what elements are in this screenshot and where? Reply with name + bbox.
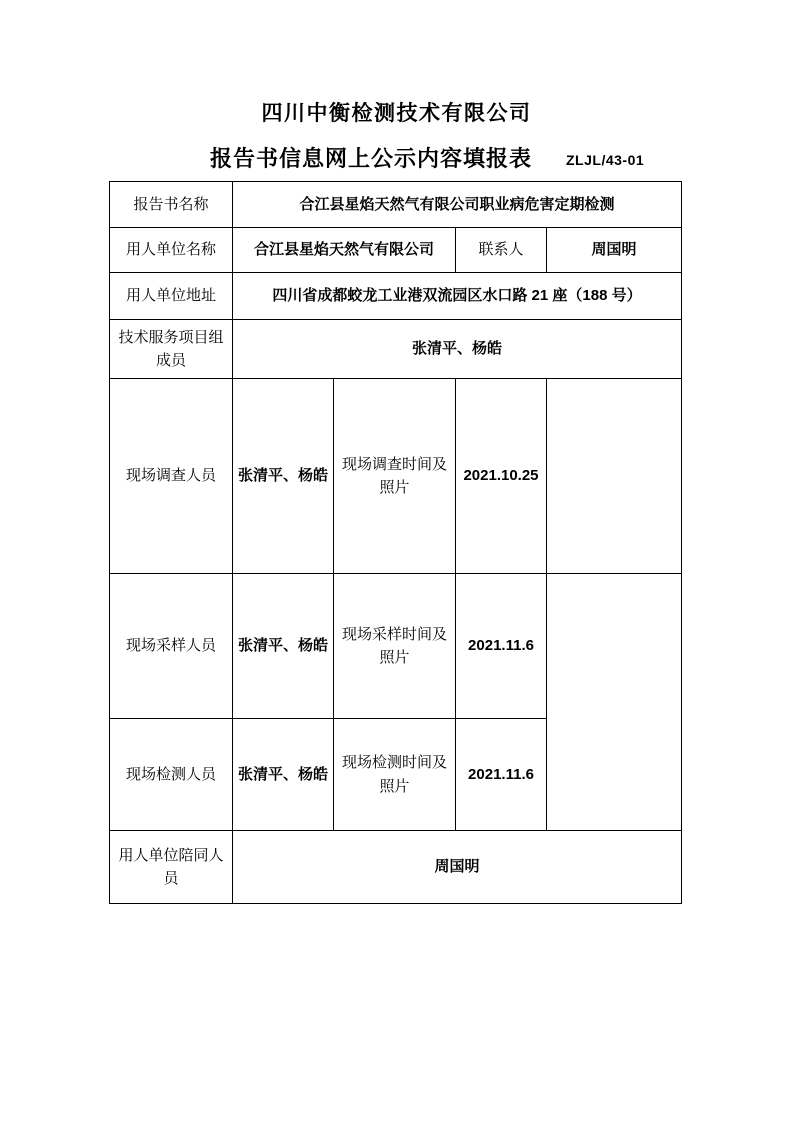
company-title: 四川中衡检测技术有限公司	[261, 102, 532, 125]
site-sampling-date: 2021.11.6	[456, 574, 547, 719]
accompanying-personnel-value: 周国明	[233, 831, 682, 904]
row-accompanying-personnel	[110, 831, 682, 904]
subtitle-row	[0, 145, 793, 172]
site-survey-personnel: 张清平、杨皓	[233, 379, 334, 574]
contact-person-value: 周国明	[547, 228, 682, 273]
site-survey-time-label: 现场调查时间及照片	[334, 379, 456, 574]
site-survey-photo-cell	[547, 379, 682, 574]
employer-address-value: 四川省成都蛟龙工业港双流园区水口路 21 座（188 号）	[233, 273, 682, 320]
site-survey-date: 2021.10.25	[456, 379, 547, 574]
row-site-sampling	[110, 574, 682, 719]
report-name-value: 合江县星焰天然气有限公司职业病危害定期检测	[233, 182, 682, 228]
report-name-label: 报告书名称	[110, 182, 233, 228]
site-testing-label: 现场检测人员	[110, 719, 233, 831]
row-report-name	[110, 182, 682, 228]
project-team-value: 张清平、杨皓	[233, 320, 682, 379]
site-sampling-personnel: 张清平、杨皓	[233, 574, 334, 719]
sampling-testing-photo-cell	[547, 574, 682, 831]
document-code: ZLJL/43-01	[566, 152, 645, 168]
site-sampling-label: 现场采样人员	[110, 574, 233, 719]
site-sampling-time-label: 现场采样时间及照片	[334, 574, 456, 719]
project-team-label: 技术服务项目组成员	[110, 320, 233, 379]
site-testing-date: 2021.11.6	[456, 719, 547, 831]
row-site-survey	[110, 379, 682, 574]
employer-address-label: 用人单位地址	[110, 273, 233, 320]
site-testing-time-label: 现场检测时间及照片	[334, 719, 456, 831]
row-employer-address	[110, 273, 682, 320]
form-title: 报告书信息网上公示内容填报表	[210, 146, 533, 171]
employer-name-label: 用人单位名称	[110, 228, 233, 273]
row-employer-name	[110, 228, 682, 273]
report-info-table	[109, 181, 682, 904]
row-project-team	[110, 320, 682, 379]
site-survey-label: 现场调查人员	[110, 379, 233, 574]
accompanying-personnel-label: 用人单位陪同人员	[110, 831, 233, 904]
contact-person-label: 联系人	[456, 228, 547, 273]
site-testing-personnel: 张清平、杨皓	[233, 719, 334, 831]
employer-name-value: 合江县星焰天然气有限公司	[233, 228, 456, 273]
